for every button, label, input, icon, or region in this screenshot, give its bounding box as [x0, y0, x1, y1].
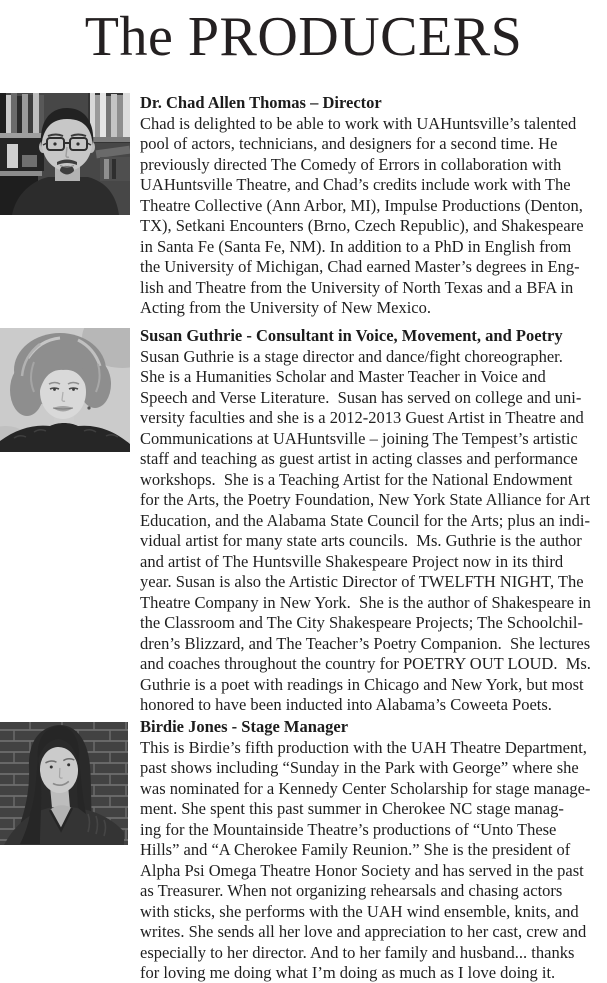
bio-text-line: for loving me doing what I’m doing as much as I love doing it.: [140, 963, 556, 982]
bio-text-line: for the Arts, the Poetry Foundation, New York State Alliance for Art: [140, 490, 591, 509]
chad-thomas-headshot-photo: [0, 93, 130, 215]
bio-text-line: especially to her director. And to her family and husband... thanks: [140, 942, 575, 962]
bio-text-line: Theatre Company in New York. She is the author of Shakespeare in: [140, 592, 591, 612]
bio-text-line: dren’s Blizzard, and The Teacher’s Poetry Companion. She lectures: [140, 633, 591, 653]
bio-text-line: ing for the Mountainside Theatre’s productions of “Unto These: [140, 819, 557, 839]
bio-text-line: Acting from the University of New Mexico.: [140, 298, 431, 317]
bio-text-line: Hills” and “A Cherokee Family Reunion.” She is the president of: [140, 840, 571, 859]
bio-section-susan-guthrie: [0, 326, 607, 717]
bio-section-chad-thomas: [0, 93, 607, 320]
bio-text-line: Chad is delighted to be able to work with UAHuntsville’s talented: [140, 113, 577, 133]
bio-text-block-chad-thomas: [140, 93, 607, 319]
bio-text-line: in Santa Fe (Santa Fe, NM). In addition to a PhD in English from: [140, 236, 572, 256]
bio-text-line: was nominated for a Kennedy Center Scholarship for stage manage-: [140, 778, 591, 798]
bio-heading-birdie-jones: Birdie Jones - Stage Manager: [140, 717, 349, 736]
bio-text-line: pool of actors, technicians, and designers for a second time. He: [140, 134, 558, 153]
bio-text-line: UAHuntsville Theatre, and Chad’s credits include work with The: [140, 175, 571, 194]
bio-text-line: lish and Theatre from the University of North Texas and a BFA in: [140, 277, 574, 297]
bio-text-line: Education, and the Alabama State Council for the Arts; plus an indi-: [140, 510, 590, 530]
birdie-jones-headshot-graphic: [0, 722, 128, 845]
bio-text-block-susan-guthrie: [140, 326, 607, 716]
bio-text-line: honored to have been inducted into Alabama’s Coweeta Poets.: [140, 695, 552, 714]
bio-body-birdie-jones: [140, 738, 607, 983]
bio-text-line: versity faculties and she is a 2012-2013 Guest Artist in Theatre and: [140, 408, 584, 427]
bio-text-line: previously directed The Comedy of Errors in collaboration with: [140, 154, 562, 174]
bio-text-line: and artist of The Huntsville Shakespeare Project now in its third: [140, 551, 564, 571]
susan-guthrie-headshot-photo: [0, 328, 130, 452]
bio-text-line: year. Susan is also the Artistic Director of TWELFTH NIGHT, The: [140, 572, 584, 591]
bio-body-chad-thomas: [140, 114, 607, 319]
bio-text-line: She is a Humanities Scholar and Master Teacher in Voice and: [140, 367, 546, 386]
bio-text-line: Theatre Collective (Ann Arbor, MI), Impulse Productions (Denton,: [140, 195, 583, 215]
bio-text-line: the University of Michigan, Chad earned Master’s degrees in Eng-: [140, 257, 580, 276]
bio-text-line: writes. She sends all her love and appreciation to her cast, crew and: [140, 922, 587, 941]
bio-text-line: TX), Setkani Encounters (Brno, Czech Republic), and Shakespeare: [140, 216, 584, 235]
bio-text-line: This is Birdie’s fifth production with the UAH Theatre Department,: [140, 737, 587, 757]
bio-text-line: Communications at UAHuntsville – joining The Tempest’s artistic: [140, 428, 578, 448]
bio-text-block-birdie-jones: [140, 717, 607, 983]
bio-text-line: Susan Guthrie is a stage director and dance/fight choreographer.: [140, 346, 563, 366]
bio-text-line: Speech and Verse Literature. Susan has served on college and uni-: [140, 387, 582, 407]
bio-body-susan-guthrie: [140, 347, 607, 716]
bio-text-line: Guthrie is a poet with readings in Chicago and New York, but most: [140, 674, 584, 694]
bio-text-line: vidual artist for many state arts councils. Ms. Guthrie is the author: [140, 531, 582, 550]
bio-text-line: staff and teaching as guest artist in acting classes and performance: [140, 449, 578, 468]
susan-guthrie-headshot-graphic: [0, 328, 130, 452]
bio-section-birdie-jones: [0, 717, 607, 983]
bio-text-line: Alpha Psi Omega Theatre Honor Society and has served in the past: [140, 860, 584, 880]
bio-text-line: the Classroom and The City Shakespeare Projects; The Schoolchil-: [140, 613, 583, 632]
bio-text-line: past shows including “Sunday in the Park with George” where she: [140, 758, 579, 777]
bio-text-line: and coaches throughout the country for POETRY OUT LOUD. Ms.: [140, 654, 591, 673]
bio-text-line: workshops. She is a Teaching Artist for the National Endowment: [140, 469, 573, 489]
bio-heading-susan-guthrie: Susan Guthrie - Consultant in Voice, Movement, and Poetry: [140, 326, 563, 345]
bio-text-line: as Treasurer. When not organizing rehearsals and chasing actors: [140, 881, 563, 900]
birdie-jones-headshot-photo: [0, 722, 128, 845]
chad-thomas-headshot-graphic: [0, 93, 130, 215]
bio-heading-chad-thomas: Dr. Chad Allen Thomas – Director: [140, 93, 382, 112]
page-title: The PRODUCERS: [84, 6, 523, 68]
bio-text-line: with sticks, she performs with the UAH wind ensemble, knits, and: [140, 901, 579, 921]
bio-text-line: ment. She spent this past summer in Cherokee NC stage manag-: [140, 799, 564, 818]
